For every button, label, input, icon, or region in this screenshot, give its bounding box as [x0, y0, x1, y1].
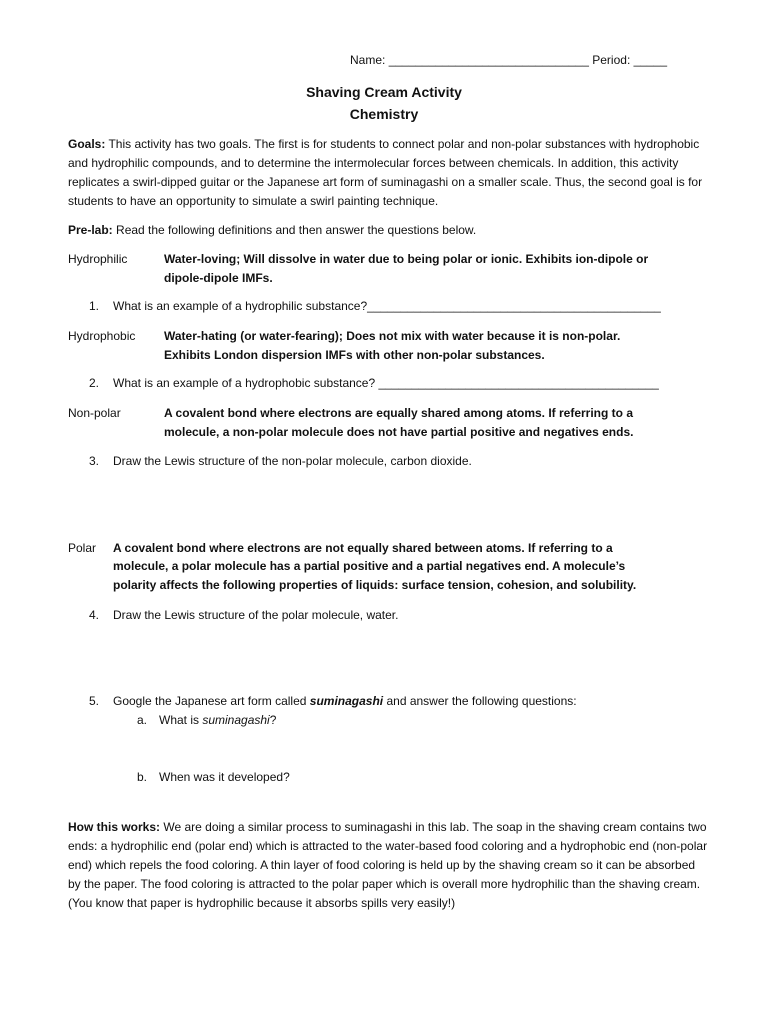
question-5b-text: When was it developed? [159, 770, 290, 784]
how-label: How this works: [68, 820, 161, 834]
question-3-number: 3. [89, 454, 100, 468]
term-hydrophilic: Hydrophilic [68, 252, 128, 266]
period-label: Period: [592, 53, 631, 67]
question-5 [113, 692, 577, 711]
question-1-number: 1. [89, 299, 100, 313]
term-polar: Polar [68, 541, 97, 555]
question-4-text: Draw the Lewis structure of the polar molecule, water. [113, 608, 399, 622]
definition-hydrophilic-line1: Water-loving; Will dissolve in water due to being polar or ionic. Exhibits ion-dipole or [164, 252, 649, 266]
period-blank: _____ [633, 53, 667, 67]
definition-nonpolar-line1: A covalent bond where electrons are equally shared among atoms. If referring to a [164, 406, 634, 420]
how-text: We are doing a similar process to suminagashi in this lab. The soap in the shaving cream contains two ends: a hydrophilic end (polar end) which is attracted to the water-based food coloring and a hydrophobic end (non-polar end) which repels the food coloring. A thin layer of food coloring is held up by the shaving cream so it can be absorbed by the paper. The food coloring is attracted to the polar paper which is overall more hydrophilic than the shaving cream. (You know that paper is hydrophilic because it absorbs spills very easily!) [68, 820, 708, 910]
definition-hydrophobic-line2: Exhibits London dispersion IMFs with other non-polar substances. [164, 348, 545, 362]
question-2 [113, 374, 659, 393]
goals-paragraph [68, 135, 708, 211]
goals-text: This activity has two goals. The first is for students to connect polar and non-polar substances with hydrophobic and hydrophilic compounds, and to determine the intermolecular forces between chemicals. In addition, this activity replicates a swirl-dipped guitar or the Japanese art form of suminagashi on a smaller scale. Thus, the second goal is for students to have an opportunity to simulate a swirl painting technique. [68, 137, 703, 208]
name-label: Name: [350, 53, 386, 67]
question-2-text: What is an example of a hydrophobic substance? [113, 376, 379, 390]
term-hydrophobic: Hydrophobic [68, 329, 136, 343]
definition-polar-line2: molecule, a polar molecule has a partial positive and a partial negatives end. A molecule’s [113, 559, 626, 573]
question-5-number: 5. [89, 694, 100, 708]
question-5-pre: Google the Japanese art form called [113, 694, 310, 708]
definition-polar-line1: A covalent bond where electrons are not equally shared between atoms. If referring to a [113, 541, 613, 555]
question-2-number: 2. [89, 376, 100, 390]
definition-hydrophilic-line2: dipole-dipole IMFs. [164, 271, 273, 285]
name-period-line [350, 51, 667, 70]
prelab-label: Pre-lab: [68, 223, 113, 237]
question-1-blank[interactable]: ____________________________________________ [367, 299, 661, 313]
question-5a-number: a. [137, 713, 148, 727]
question-2-blank[interactable]: __________________________________________ [378, 376, 659, 390]
term-nonpolar: Non-polar [68, 406, 121, 420]
prelab-text: Read the following definitions and then answer the questions below. [112, 223, 477, 237]
question-5a-pre: What is [159, 713, 203, 727]
question-5a [159, 711, 276, 730]
question-5b-number: b. [137, 770, 148, 784]
question-5a-em: suminagashi [202, 713, 270, 727]
question-5-post: and answer the following questions: [383, 694, 577, 708]
how-this-works-paragraph [68, 818, 708, 913]
page-subtitle: Chemistry [349, 106, 419, 122]
definition-hydrophobic-line1: Water-hating (or water-fearing); Does not mix with water because it is non-polar. [164, 329, 621, 343]
question-5-em: suminagashi [309, 694, 384, 708]
question-1-text: What is an example of a hydrophilic substance? [113, 299, 368, 313]
goals-label: Goals: [68, 137, 106, 151]
definition-polar-line3: polarity affects the following properties of liquids: surface tension, cohesion, and solubility. [113, 578, 637, 592]
question-4-number: 4. [89, 608, 100, 622]
question-3-text: Draw the Lewis structure of the non-polar molecule, carbon dioxide. [113, 454, 472, 468]
page-title: Shaving Cream Activity [306, 84, 462, 100]
question-1 [113, 297, 661, 316]
prelab-line [68, 221, 476, 240]
name-blank: ______________________________ [388, 53, 589, 67]
question-5a-post: ? [269, 713, 277, 727]
definition-nonpolar-line2: molecule, a non-polar molecule does not have partial positive and negatives ends. [164, 425, 634, 439]
